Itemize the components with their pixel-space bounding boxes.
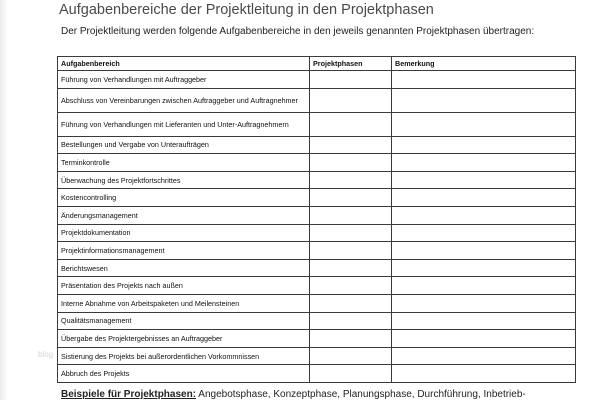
projektphasen-cell[interactable] [310,171,392,189]
task-cell: Sistierung des Projekts bei außerordentlichen Vorkommnissen [58,347,310,365]
header-bemerkung: Bemerkung [392,57,576,71]
bemerkung-cell[interactable] [392,224,576,242]
watermark: blog [38,350,54,359]
intro-text: Der Projektleitung werden folgende Aufgabenbereiche in den jeweils genannten Projektphasen übertragen: [61,26,535,37]
task-cell: Terminkontrolle [58,154,310,172]
task-cell: Überwachung des Projektfortschrittes [58,171,310,189]
bemerkung-cell[interactable] [392,88,576,112]
projektphasen-cell[interactable] [310,154,392,172]
task-cell: Präsentation des Projekts nach außen [58,277,310,295]
bemerkung-cell[interactable] [392,312,576,330]
header-projektphasen: Projektphasen [310,57,392,71]
projektphasen-cell[interactable] [310,347,392,365]
table-row [58,154,576,172]
footer-body: Angebotsphase, Konzeptphase, Planungsphase, Durchführung, Inbetrieb- [196,389,526,400]
task-cell: Projektdokumentation [58,224,310,242]
table-row [58,259,576,277]
task-cell: Projektinformationsmanagement [58,242,310,260]
projektphasen-cell[interactable] [310,112,392,136]
projektphasen-cell[interactable] [310,312,392,330]
task-cell: Führung von Verhandlungen mit Auftraggeber [58,71,310,89]
table-row [58,312,576,330]
task-cell: Änderungsmanagement [58,206,310,224]
task-cell: Bestellungen und Vergabe von Unteraufträgen [58,136,310,154]
table-row [58,112,576,136]
page-title: Aufgabenbereiche der Projektleitung in den Projektphasen [59,2,434,18]
table-row [58,330,576,348]
bemerkung-cell[interactable] [392,347,576,365]
table-row [58,206,576,224]
projektphasen-cell[interactable] [310,259,392,277]
table-row [58,136,576,154]
task-cell: Kostencontrolling [58,189,310,207]
projektphasen-cell[interactable] [310,189,392,207]
bemerkung-cell[interactable] [392,206,576,224]
header-aufgabenbereich: Aufgabenbereich [58,57,310,71]
table-row [58,294,576,312]
bemerkung-cell[interactable] [392,242,576,260]
table-row [58,224,576,242]
table-row [58,189,576,207]
footer-lead: Beispiele für Projektphasen: [61,389,197,400]
table-row [58,242,576,260]
table-row [58,171,576,189]
task-cell: Abschluss von Vereinbarungen zwischen Auftraggeber und Auftragnehmer [58,88,310,112]
projektphasen-cell[interactable] [310,88,392,112]
table-row [58,71,576,89]
bemerkung-cell[interactable] [392,171,576,189]
task-cell: Interne Abnahme von Arbeitspaketen und Meilensteinen [58,294,310,312]
task-cell: Berichtswesen [58,259,310,277]
bemerkung-cell[interactable] [392,294,576,312]
bemerkung-cell[interactable] [392,112,576,136]
footer-text [61,389,526,400]
table-header-row [58,57,576,71]
table-row [58,365,576,383]
projektphasen-cell[interactable] [310,71,392,89]
projektphasen-cell[interactable] [310,242,392,260]
bemerkung-cell[interactable] [392,71,576,89]
bemerkung-cell[interactable] [392,136,576,154]
task-cell: Übergabe des Projektergebnisses an Auftraggeber [58,330,310,348]
projektphasen-cell[interactable] [310,224,392,242]
table-row [58,277,576,295]
projektphasen-cell[interactable] [310,294,392,312]
table-body [58,71,576,383]
projektphasen-cell[interactable] [310,330,392,348]
task-table [57,56,576,383]
page-edge-shadow [0,0,8,400]
task-cell: Abbruch des Projekts [58,365,310,383]
bemerkung-cell[interactable] [392,154,576,172]
bemerkung-cell[interactable] [392,365,576,383]
projektphasen-cell[interactable] [310,206,392,224]
bemerkung-cell[interactable] [392,259,576,277]
bemerkung-cell[interactable] [392,277,576,295]
projektphasen-cell[interactable] [310,277,392,295]
task-cell: Qualitätsmanagement [58,312,310,330]
projektphasen-cell[interactable] [310,136,392,154]
table-row [58,347,576,365]
task-cell: Führung von Verhandlungen mit Lieferanten und Unter-Auftragnehmern [58,112,310,136]
bemerkung-cell[interactable] [392,189,576,207]
bemerkung-cell[interactable] [392,330,576,348]
projektphasen-cell[interactable] [310,365,392,383]
table-row [58,88,576,112]
